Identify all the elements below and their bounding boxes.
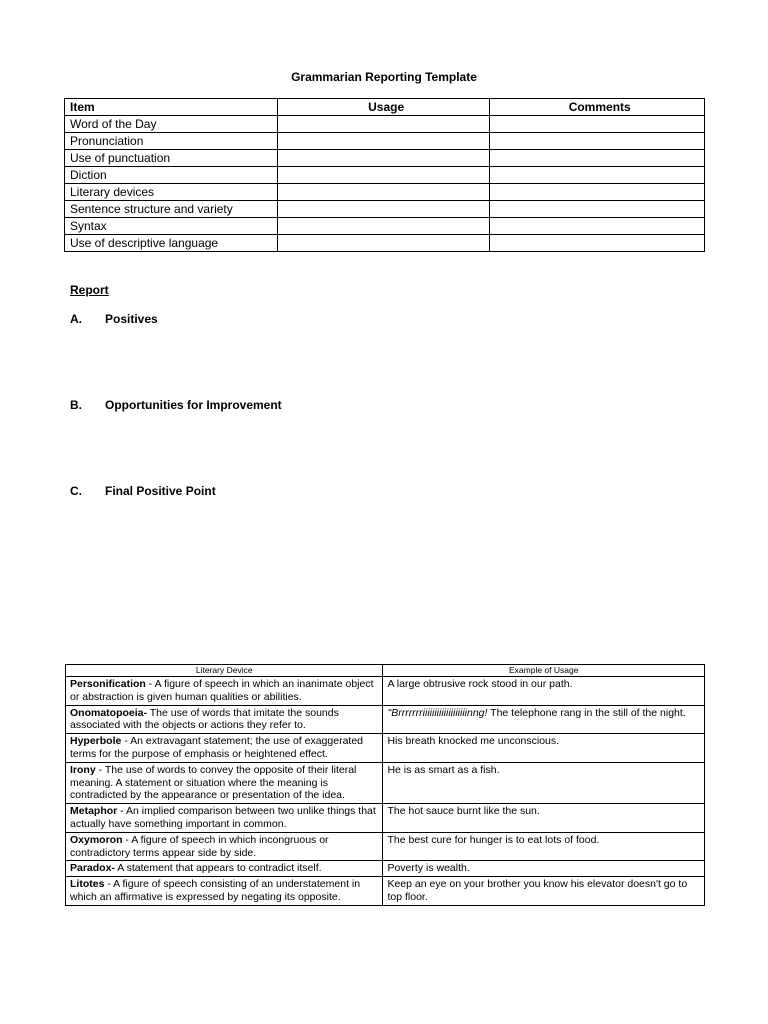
device-term: Paradox-: [70, 862, 115, 875]
device-definition: - An implied comparison between two unlike things that actually have something important in common.: [70, 805, 376, 830]
comments-cell[interactable]: [490, 116, 705, 133]
comments-cell[interactable]: [490, 150, 705, 167]
usage-cell[interactable]: [277, 116, 490, 133]
literary-devices-table: [65, 664, 705, 906]
device-cell: [66, 804, 383, 833]
section-label: Positives: [105, 312, 158, 326]
comments-cell[interactable]: [490, 184, 705, 201]
table-row: [66, 734, 705, 763]
device-term: Oxymoron: [70, 833, 123, 846]
comments-cell[interactable]: [490, 201, 705, 218]
item-cell: Use of descriptive language: [65, 235, 278, 252]
report-heading: Report: [70, 283, 109, 297]
device-cell: [66, 762, 383, 803]
device-definition: A statement that appears to contradict itself.: [114, 862, 322, 875]
device-term: Hyperbole: [70, 735, 122, 748]
device-definition: - A figure of speech in which an inanimate object or abstraction is given human qualities or abilities.: [70, 678, 374, 703]
page-title: Grammarian Reporting Template: [291, 70, 477, 84]
example-cell: His breath knocked me unconscious.: [383, 734, 705, 763]
example-cell: Keep an eye on your brother you know his elevator doesn't go to top floor.: [383, 877, 705, 906]
table-row: [66, 804, 705, 833]
usage-cell[interactable]: [277, 184, 490, 201]
usage-cell[interactable]: [277, 235, 490, 252]
example-cell: Poverty is wealth.: [383, 861, 705, 877]
usage-cell[interactable]: [277, 218, 490, 235]
device-cell: [66, 832, 383, 861]
device-cell: [66, 677, 383, 706]
device-cell: [66, 734, 383, 763]
usage-cell[interactable]: [277, 150, 490, 167]
comments-cell[interactable]: [490, 218, 705, 235]
comments-cell[interactable]: [490, 235, 705, 252]
device-term: Irony: [70, 763, 96, 776]
header-item: Item: [65, 99, 278, 116]
section-label: Opportunities for Improvement: [105, 398, 282, 412]
header-comments: Comments: [490, 99, 705, 116]
device-cell: [66, 861, 383, 877]
table-header-row: [65, 99, 705, 116]
section-letter: A.: [70, 312, 82, 326]
table-row: [66, 705, 705, 734]
table-row: [66, 762, 705, 803]
example-cell: He is as smart as a fish.: [383, 762, 705, 803]
section-letter: C.: [70, 484, 82, 498]
grammarian-table: [64, 98, 705, 252]
comments-cell[interactable]: [490, 133, 705, 150]
item-cell: Word of the Day: [65, 116, 278, 133]
example-cell: The hot sauce burnt like the sun.: [383, 804, 705, 833]
device-definition: The use of words that imitate the sounds associated with the objects or actions they refer to.: [70, 706, 339, 732]
device-definition: - A figure of speech in which incongruous or contradictory terms appear side by side.: [70, 833, 329, 859]
device-term: Onomatopoeia-: [70, 706, 148, 719]
table-row: [66, 861, 705, 877]
header-usage: Usage: [277, 99, 490, 116]
device-term: Personification: [70, 678, 146, 690]
table-row: [65, 201, 705, 218]
item-cell: Pronunciation: [65, 133, 278, 150]
table-row: [65, 235, 705, 252]
header-literary-device: Literary Device: [66, 665, 383, 677]
item-cell: Sentence structure and variety: [65, 201, 278, 218]
device-term: Metaphor: [70, 805, 118, 818]
device-definition: - The use of words to convey the opposite of their literal meaning. A statement or situation where the meaning is contradicted by the appearance or presentation of the idea.: [70, 763, 357, 802]
section-positives: [70, 312, 158, 326]
table-row: [65, 167, 705, 184]
section-letter: B.: [70, 398, 82, 412]
example-cell: [383, 705, 705, 734]
device-term: Litotes: [70, 878, 105, 891]
device-cell: [66, 877, 383, 906]
table-row: [65, 150, 705, 167]
comments-cell[interactable]: [490, 167, 705, 184]
table-row: [65, 184, 705, 201]
device-cell: [66, 705, 383, 734]
table-row: [65, 218, 705, 235]
section-opportunities: [70, 398, 282, 412]
example-text: The telephone rang in the still of the night.: [487, 706, 686, 719]
section-final-point: [70, 484, 216, 498]
table-row: [66, 832, 705, 861]
example-cell: The best cure for hunger is to eat lots of food.: [383, 832, 705, 861]
item-cell: Use of punctuation: [65, 150, 278, 167]
usage-cell[interactable]: [277, 133, 490, 150]
device-definition: - An extravagant statement; the use of exaggerated terms for the purpose of emphasis or heightened effect.: [70, 735, 364, 760]
usage-cell[interactable]: [277, 167, 490, 184]
example-italic: "Brrrrrrriiiiiiiiiiiiiiiiiiinng!: [387, 706, 488, 719]
table-row: [65, 116, 705, 133]
section-label: Final Positive Point: [105, 484, 216, 498]
table-row: [66, 877, 705, 906]
usage-cell[interactable]: [277, 201, 490, 218]
header-example-of-usage: Example of Usage: [383, 665, 705, 677]
item-cell: Syntax: [65, 218, 278, 235]
device-definition: - A figure of speech consisting of an understatement in which an affirmative is expressed by negating its opposite.: [70, 878, 361, 903]
item-cell: Diction: [65, 167, 278, 184]
table-row: [65, 133, 705, 150]
table-row: [66, 677, 705, 706]
item-cell: Literary devices: [65, 184, 278, 201]
example-cell: A large obtrusive rock stood in our path.: [383, 677, 705, 706]
table-header-row: [66, 665, 705, 677]
